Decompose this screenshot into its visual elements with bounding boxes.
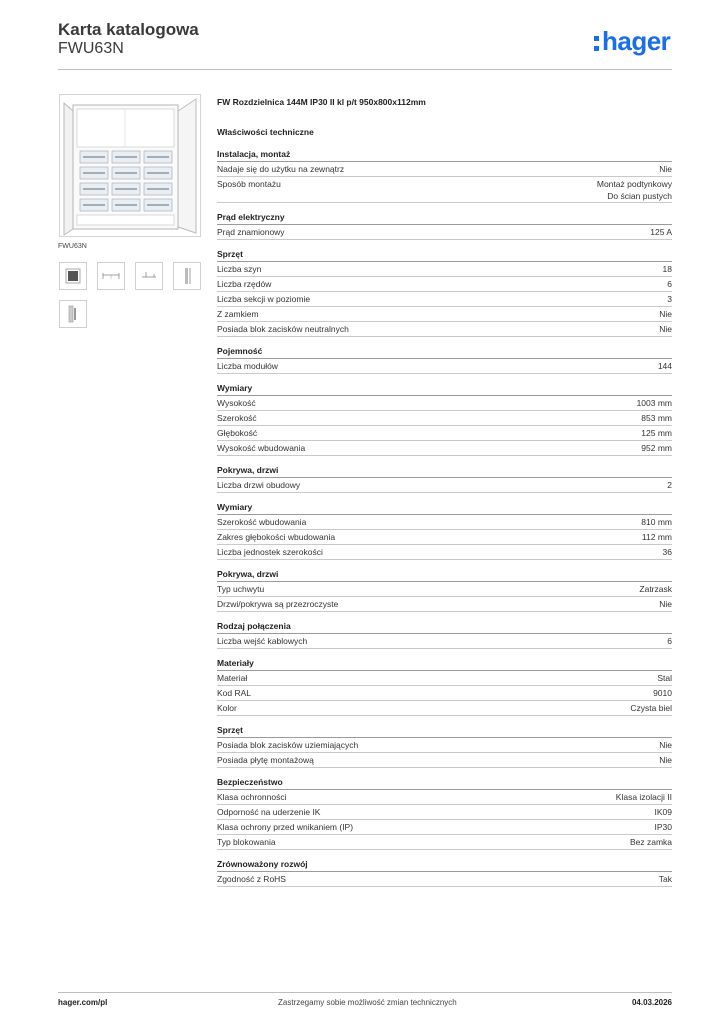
thumbnail-3[interactable]: [135, 262, 163, 290]
spec-value: IK09: [654, 807, 672, 817]
spec-row: [217, 359, 672, 374]
spec-row: [217, 790, 672, 805]
spec-label: Klasa ochronności: [217, 792, 287, 802]
spec-panel: [217, 96, 672, 895]
section-title: Instalacja, montaż: [217, 148, 672, 162]
spec-row: [217, 634, 672, 649]
spec-section: [217, 248, 672, 337]
section-title: Bezpieczeństwo: [217, 776, 672, 790]
spec-label: Z zamkiem: [217, 309, 259, 319]
dimension-drawing-icon: [98, 263, 124, 289]
product-image[interactable]: [59, 94, 201, 237]
logo-text: hager: [602, 26, 671, 56]
spec-label: Kod RAL: [217, 688, 252, 698]
spec-value: 1003 mm: [636, 398, 672, 408]
spec-label: Liczba jednostek szerokości: [217, 547, 323, 557]
spec-value: 952 mm: [641, 443, 672, 453]
spec-value: 125 mm: [641, 428, 672, 438]
spec-section: [217, 382, 672, 456]
spec-row: [217, 277, 672, 292]
thumbnail-4[interactable]: [173, 262, 201, 290]
spec-label: Typ uchwytu: [217, 584, 265, 594]
spec-value: Zatrzask: [639, 584, 672, 594]
spec-row: [217, 820, 672, 835]
spec-label: Posiada blok zacisków uziemiających: [217, 740, 359, 750]
spec-label: Posiada blok zacisków neutralnych: [217, 324, 349, 334]
spec-section: [217, 776, 672, 850]
thumbnail-2[interactable]: [97, 262, 125, 290]
spec-section: [217, 620, 672, 649]
spec-label: Prąd znamionowy: [217, 227, 285, 237]
header-divider: [58, 69, 672, 70]
spec-value: 144: [657, 361, 672, 371]
spec-row: [217, 686, 672, 701]
spec-row: [217, 597, 672, 612]
section-title: Wymiary: [217, 501, 672, 515]
section-title: Wymiary: [217, 382, 672, 396]
spec-row: [217, 262, 672, 277]
spec-value: Nie: [659, 755, 672, 765]
section-title: Materiały: [217, 657, 672, 671]
spec-label: Liczba wejść kablowych: [217, 636, 308, 646]
spec-row: [217, 545, 672, 560]
spec-row: [217, 441, 672, 456]
section-title: Pokrywa, drzwi: [217, 464, 672, 478]
side-drawing-icon: [136, 263, 162, 289]
spec-row: [217, 411, 672, 426]
footer-date: 04.03.2026: [631, 998, 672, 1007]
spec-value: 36: [662, 547, 672, 557]
spec-section: [217, 345, 672, 374]
footer-divider: [58, 992, 672, 993]
spec-value: Nie: [659, 740, 672, 750]
spec-value: 125 A: [650, 227, 672, 237]
section-title: Pokrywa, drzwi: [217, 568, 672, 582]
spec-label: Sposób montażu: [217, 179, 281, 189]
spec-value: 112 mm: [641, 532, 672, 542]
section-title: Sprzęt: [217, 248, 672, 262]
spec-label: Liczba rzędów: [217, 279, 272, 289]
spec-value: Nie: [659, 324, 672, 334]
spec-row: [217, 738, 672, 753]
spec-value: Tak: [658, 874, 672, 884]
spec-value: Stal: [657, 673, 672, 683]
spec-row: [217, 805, 672, 820]
spec-section: [217, 724, 672, 768]
spec-label: Klasa ochrony przed wnikaniem (IP): [217, 822, 354, 832]
spec-label: Głębokość: [217, 428, 258, 438]
spec-label: Posiada płytę montażową: [217, 755, 314, 765]
spec-label: Szerokość wbudowania: [217, 517, 307, 527]
logo-dots-icon: [594, 33, 600, 53]
spec-value: Bez zamka: [629, 837, 672, 847]
doc-subtitle: FWU63N: [58, 40, 124, 57]
spec-value: 18: [662, 264, 672, 274]
spec-row: [217, 835, 672, 850]
spec-label: Liczba szyn: [217, 264, 262, 274]
spec-row: [217, 753, 672, 768]
spec-section: [217, 148, 672, 203]
section-drawing-icon: [174, 263, 200, 289]
spec-row: [217, 307, 672, 322]
spec-row: [217, 426, 672, 441]
product-name: FW Rozdzielnica 144M IP30 II kl p/t 950x800x112mm: [217, 97, 426, 107]
hager-logo[interactable]: [594, 26, 670, 57]
spec-row: [217, 396, 672, 411]
spec-section: [217, 568, 672, 612]
spec-label: Liczba sekcji w poziomie: [217, 294, 311, 304]
footer-website-link[interactable]: hager.com/pl: [58, 998, 108, 1007]
spec-value: Nie: [659, 164, 672, 174]
spec-value: 2: [667, 480, 672, 490]
spec-label: Zakres głębokości wbudowania: [217, 532, 336, 542]
spec-row: [217, 872, 672, 887]
spec-label: Wysokość wbudowania: [217, 443, 306, 453]
spec-label: Odporność na uderzenie IK: [217, 807, 321, 817]
board-front-icon: [60, 263, 86, 289]
spec-row: [217, 515, 672, 530]
spec-value: 853 mm: [641, 413, 672, 423]
section-title: Prąd elektryczny: [217, 211, 672, 225]
spec-label: Liczba modułów: [217, 361, 278, 371]
spec-section: [217, 657, 672, 716]
thumbnail-1[interactable]: [59, 262, 87, 290]
section-title: Zrównoważony rozwój: [217, 858, 672, 872]
spec-label: Liczba drzwi obudowy: [217, 480, 301, 490]
spec-row: [217, 530, 672, 545]
spec-section: [217, 464, 672, 493]
thumbnail-5[interactable]: [59, 300, 87, 328]
spec-section: [217, 211, 672, 240]
footer-disclaimer: Zastrzegamy sobie możliwość zmian technicznych: [278, 998, 457, 1007]
section-title: Pojemność: [217, 345, 672, 359]
spec-label: Wysokość: [217, 398, 256, 408]
section-title: Rodzaj połączenia: [217, 620, 672, 634]
spec-value: IP30: [654, 822, 672, 832]
spec-label: Zgodność z RoHS: [217, 874, 286, 884]
spec-value: Montaż podtynkowy Do ścian pustych: [596, 179, 672, 201]
spec-label: Materiał: [217, 673, 248, 683]
spec-section: [217, 858, 672, 887]
spec-value: Klasa izolacji II: [615, 792, 672, 802]
spec-value: 9010: [653, 688, 672, 698]
spec-section: [217, 501, 672, 560]
spec-row: [217, 177, 672, 203]
spec-value: 6: [667, 636, 672, 646]
technical-properties-heading: Właściwości techniczne: [217, 127, 314, 137]
spec-row: [217, 322, 672, 337]
spec-label: Szerokość: [217, 413, 257, 423]
spec-row: [217, 701, 672, 716]
spec-sections: [217, 148, 672, 887]
spec-label: Kolor: [217, 703, 237, 713]
spec-label: Drzwi/pokrywa są przezroczyste: [217, 599, 339, 609]
spec-label: Typ blokowania: [217, 837, 276, 847]
doc-title: Karta katalogowa: [58, 20, 199, 39]
distribution-board-icon: [60, 95, 200, 236]
image-caption: FWU63N: [58, 243, 87, 250]
spec-row: [217, 478, 672, 493]
spec-row: [217, 292, 672, 307]
spec-value: 810 mm: [641, 517, 672, 527]
door-profile-icon: [60, 301, 86, 327]
spec-value: 6: [667, 279, 672, 289]
spec-value: Nie: [659, 309, 672, 319]
spec-row: [217, 582, 672, 597]
spec-row: [217, 162, 672, 177]
spec-label: Nadaje się do użytku na zewnątrz: [217, 164, 345, 174]
section-title: Sprzęt: [217, 724, 672, 738]
spec-value: 3: [667, 294, 672, 304]
spec-value: Czysta biel: [630, 703, 672, 713]
spec-row: [217, 225, 672, 240]
spec-row: [217, 671, 672, 686]
spec-value: Nie: [659, 599, 672, 609]
